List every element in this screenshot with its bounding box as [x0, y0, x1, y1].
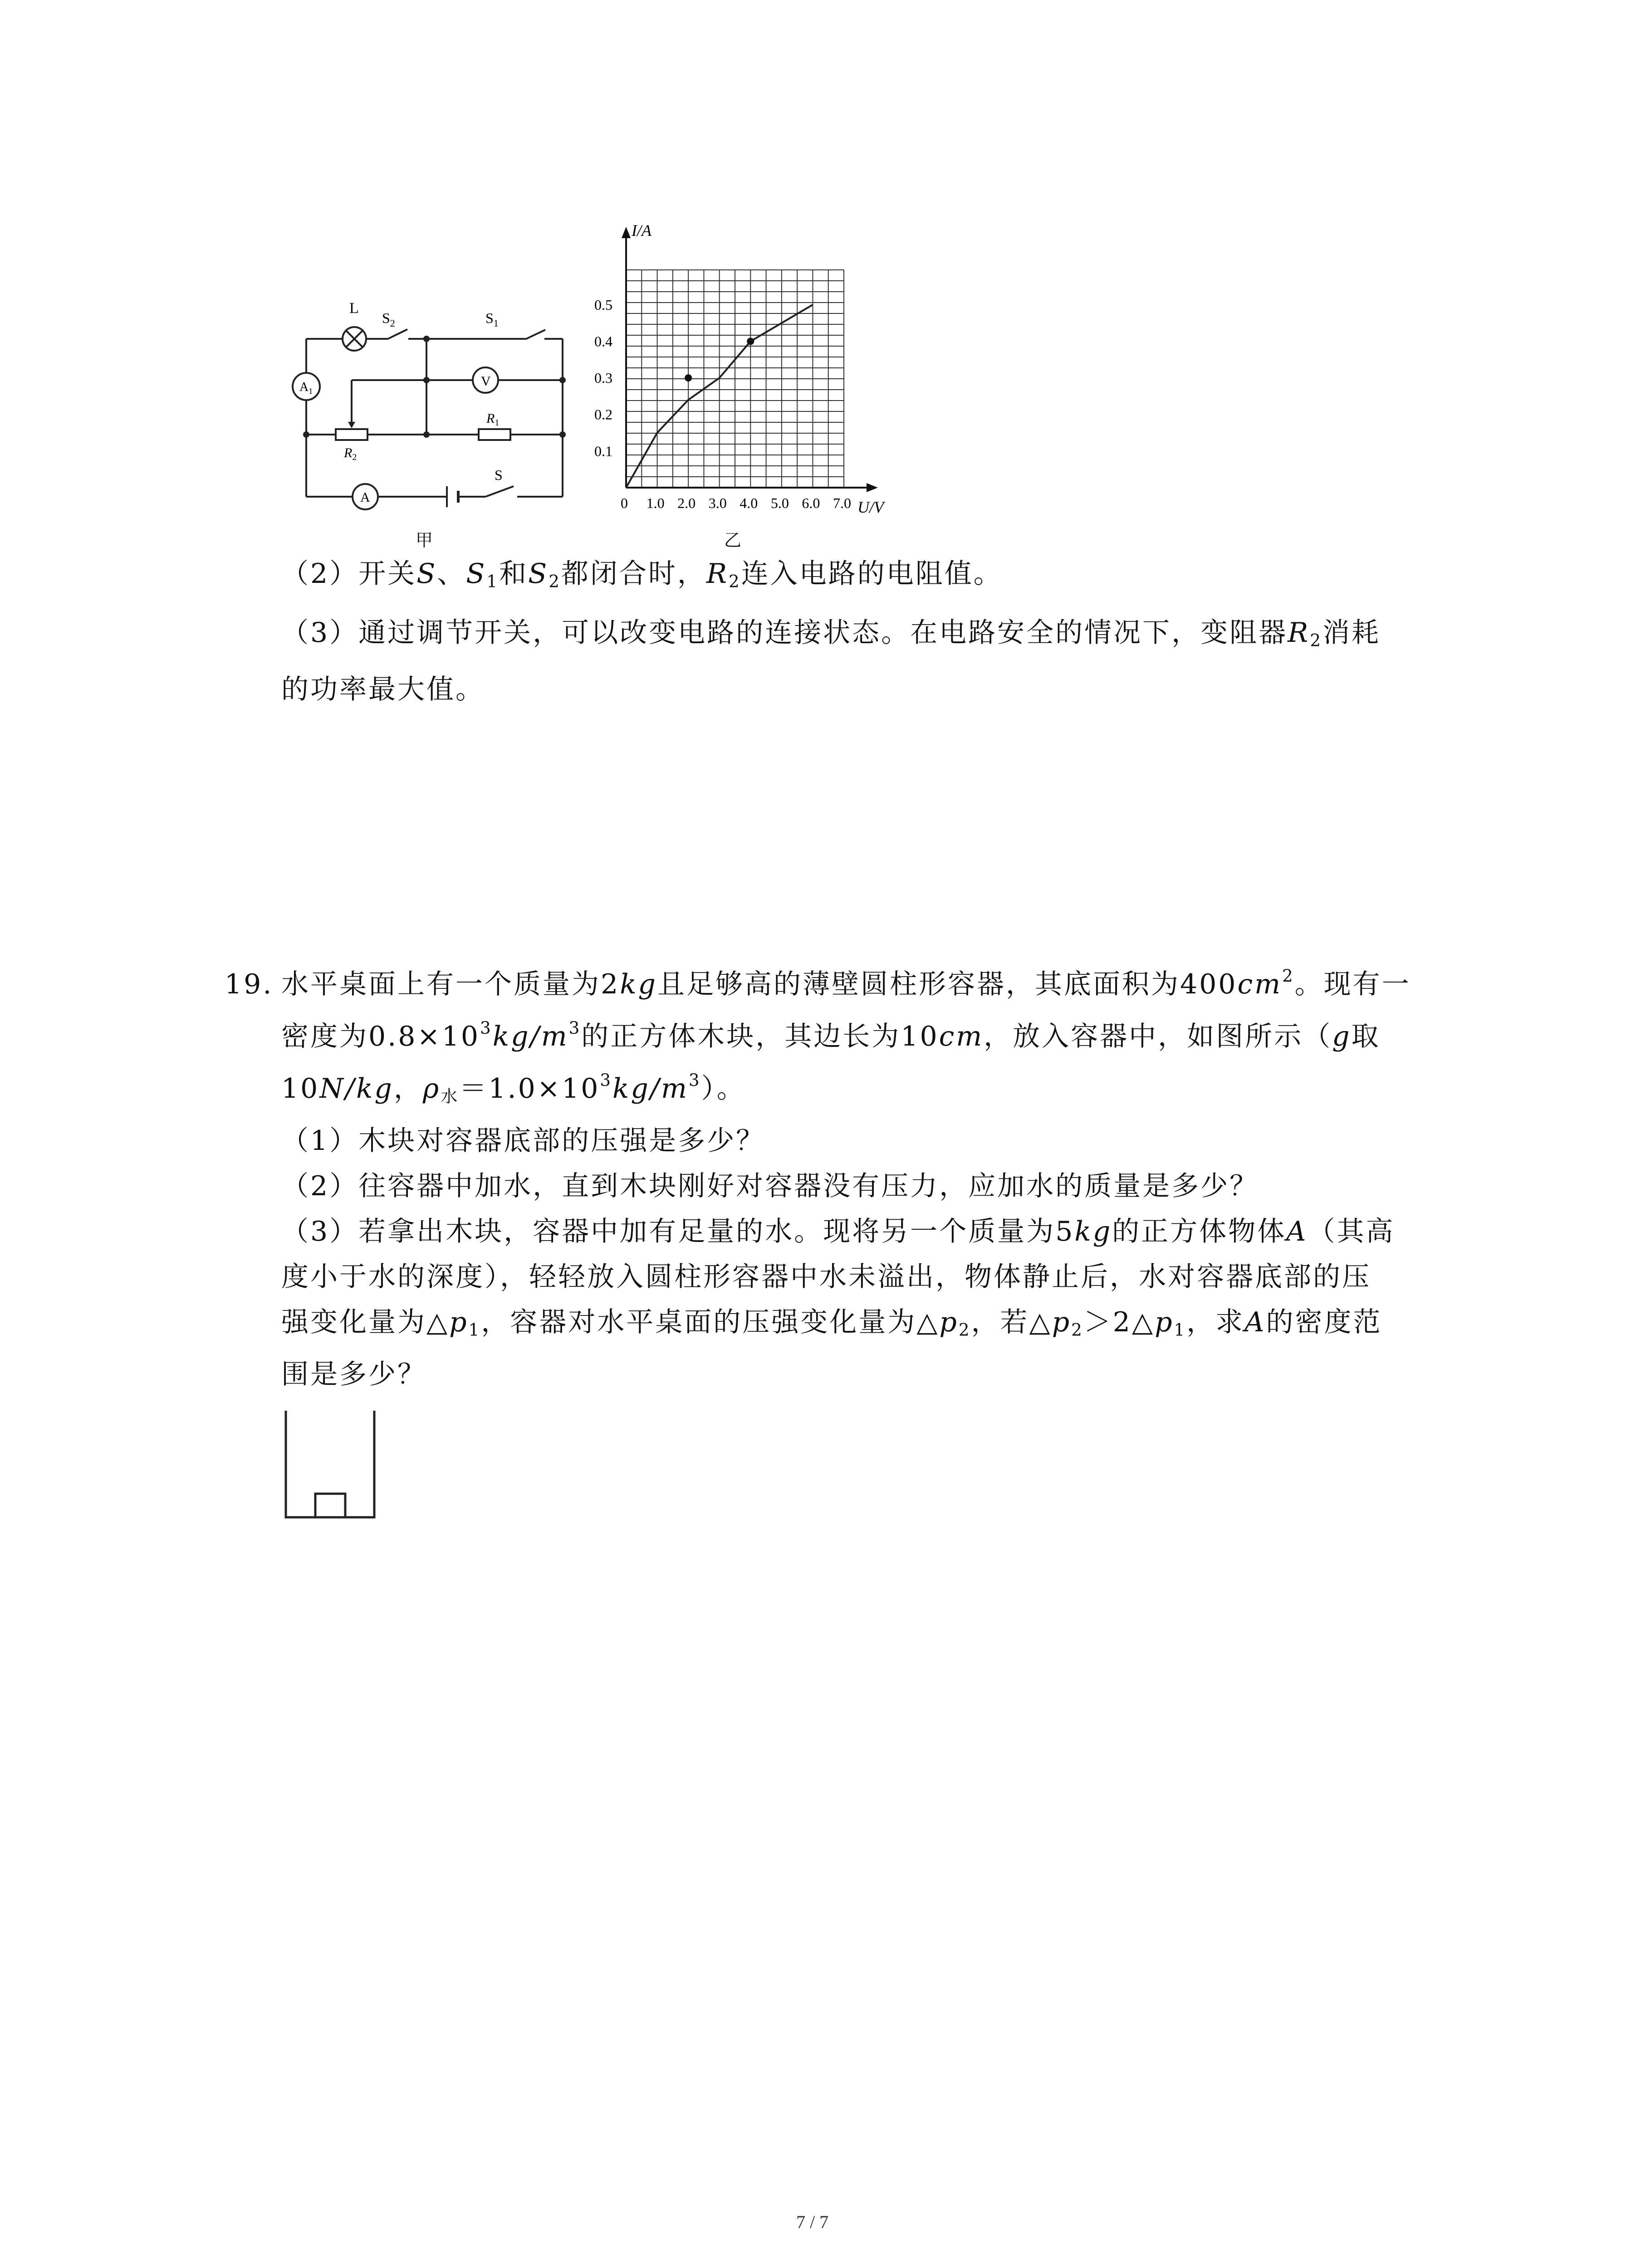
container-svg: [284, 1408, 379, 1522]
y-tick-label: 0.5: [594, 296, 612, 313]
label-V: V: [481, 374, 491, 389]
q19-sub-3-line-4: 围是多少？: [281, 1359, 426, 1390]
label-S2: $S_2$: [382, 310, 395, 329]
x-tick-label: 3.0: [708, 495, 727, 511]
label-S1: $S_1$: [485, 310, 499, 329]
page-number: 7 / 7: [796, 2212, 829, 2232]
x-tick-label: 5.0: [770, 495, 789, 511]
x-axis-arrow: [867, 483, 878, 492]
circuit-diagram: [272, 290, 581, 526]
question-18-continued: [281, 556, 1461, 710]
container-figure: [284, 1408, 379, 1522]
y-tick-label: 0.3: [594, 370, 612, 386]
x-tick-label: 1.0: [646, 495, 665, 511]
wooden-block: [315, 1494, 345, 1517]
q18-part-3: （3）通过调节开关，可以改变电路的连接状态。在电路安全的情况下，变阻器$R_2$消耗: [281, 617, 1381, 650]
q19-sub-1: （1）木块对容器底部的压强是多少？: [281, 1125, 765, 1157]
x-tick-label: 4.0: [740, 495, 758, 511]
q19-number: 19.: [225, 968, 274, 1000]
y-tick-label: 0.1: [594, 443, 612, 459]
figure-jia-caption: 甲: [416, 530, 433, 550]
q19-sub-3-line-2: 度小于水的深度），轻轻放入圆柱形容器中水未溢出，物体静止后，水对容器底部的压: [281, 1261, 1371, 1293]
x-tick-label: 2.0: [677, 495, 696, 511]
x-axis-label: U/V: [857, 498, 884, 516]
q19-sub-3-line-1: （3）若拿出木块，容器中加有足量的水。现将另一个质量为5kg的正方体物体A（其高: [281, 1216, 1395, 1247]
question-19: [225, 966, 1450, 1420]
q19-line-1: 19. 水平桌面上有一个质量为2kg且足够高的薄壁圆柱形容器，其底面积为$400cm^2$。现有一: [225, 966, 1411, 1002]
q19-line-2: 密度为$0.8\times 10^3kg/m^3$的正方体木块，其边长为10cm，放入容器中，如图所示（g取: [281, 1017, 1381, 1052]
q19-sub-3-line-3: 强变化量为$\triangle p_1$，容器对水平桌面的压强变化量为$\triangle p_2$，若$\triangle p_2>2\triangle p_1$，求A的密度范: [281, 1306, 1382, 1340]
data-point: [685, 374, 692, 381]
label-R1: $R_1$: [486, 411, 500, 428]
y-axis-arrow: [622, 227, 631, 238]
x-tick-label: 7.0: [833, 495, 851, 511]
y-tick-label: 0.4: [594, 333, 612, 350]
label-S: S: [495, 467, 503, 483]
label-A: A: [360, 490, 370, 505]
data-point: [747, 337, 754, 345]
y-tick-label: 0.2: [594, 406, 612, 423]
q18-part-2: （2）开关S、$S_1$和$S_2$都闭合时，$R_2$连入电路的电阻值。: [281, 558, 1003, 591]
circuit-svg: [272, 290, 581, 526]
label-L: L: [349, 300, 359, 317]
q18-part-3-cont: 的功率最大值。: [281, 674, 485, 705]
iu-chart: [576, 218, 903, 517]
q19-line-3: 10N/kg，$\rho_水=1.0\times 10^3kg/m^3$）。: [281, 1070, 746, 1106]
label-A1: $A_1$: [299, 380, 313, 396]
label-R2: $R_2$: [344, 445, 357, 462]
chart-svg: [576, 218, 903, 517]
y-axis-label: I/A: [632, 221, 652, 240]
origin-label: 0: [621, 495, 628, 511]
figure-yi-caption: 乙: [724, 530, 742, 550]
q19-sub-2: （2）往容器中加水，直到木块刚好对容器没有压力，应加水的质量是多少？: [281, 1170, 1259, 1202]
x-tick-label: 6.0: [802, 495, 820, 511]
